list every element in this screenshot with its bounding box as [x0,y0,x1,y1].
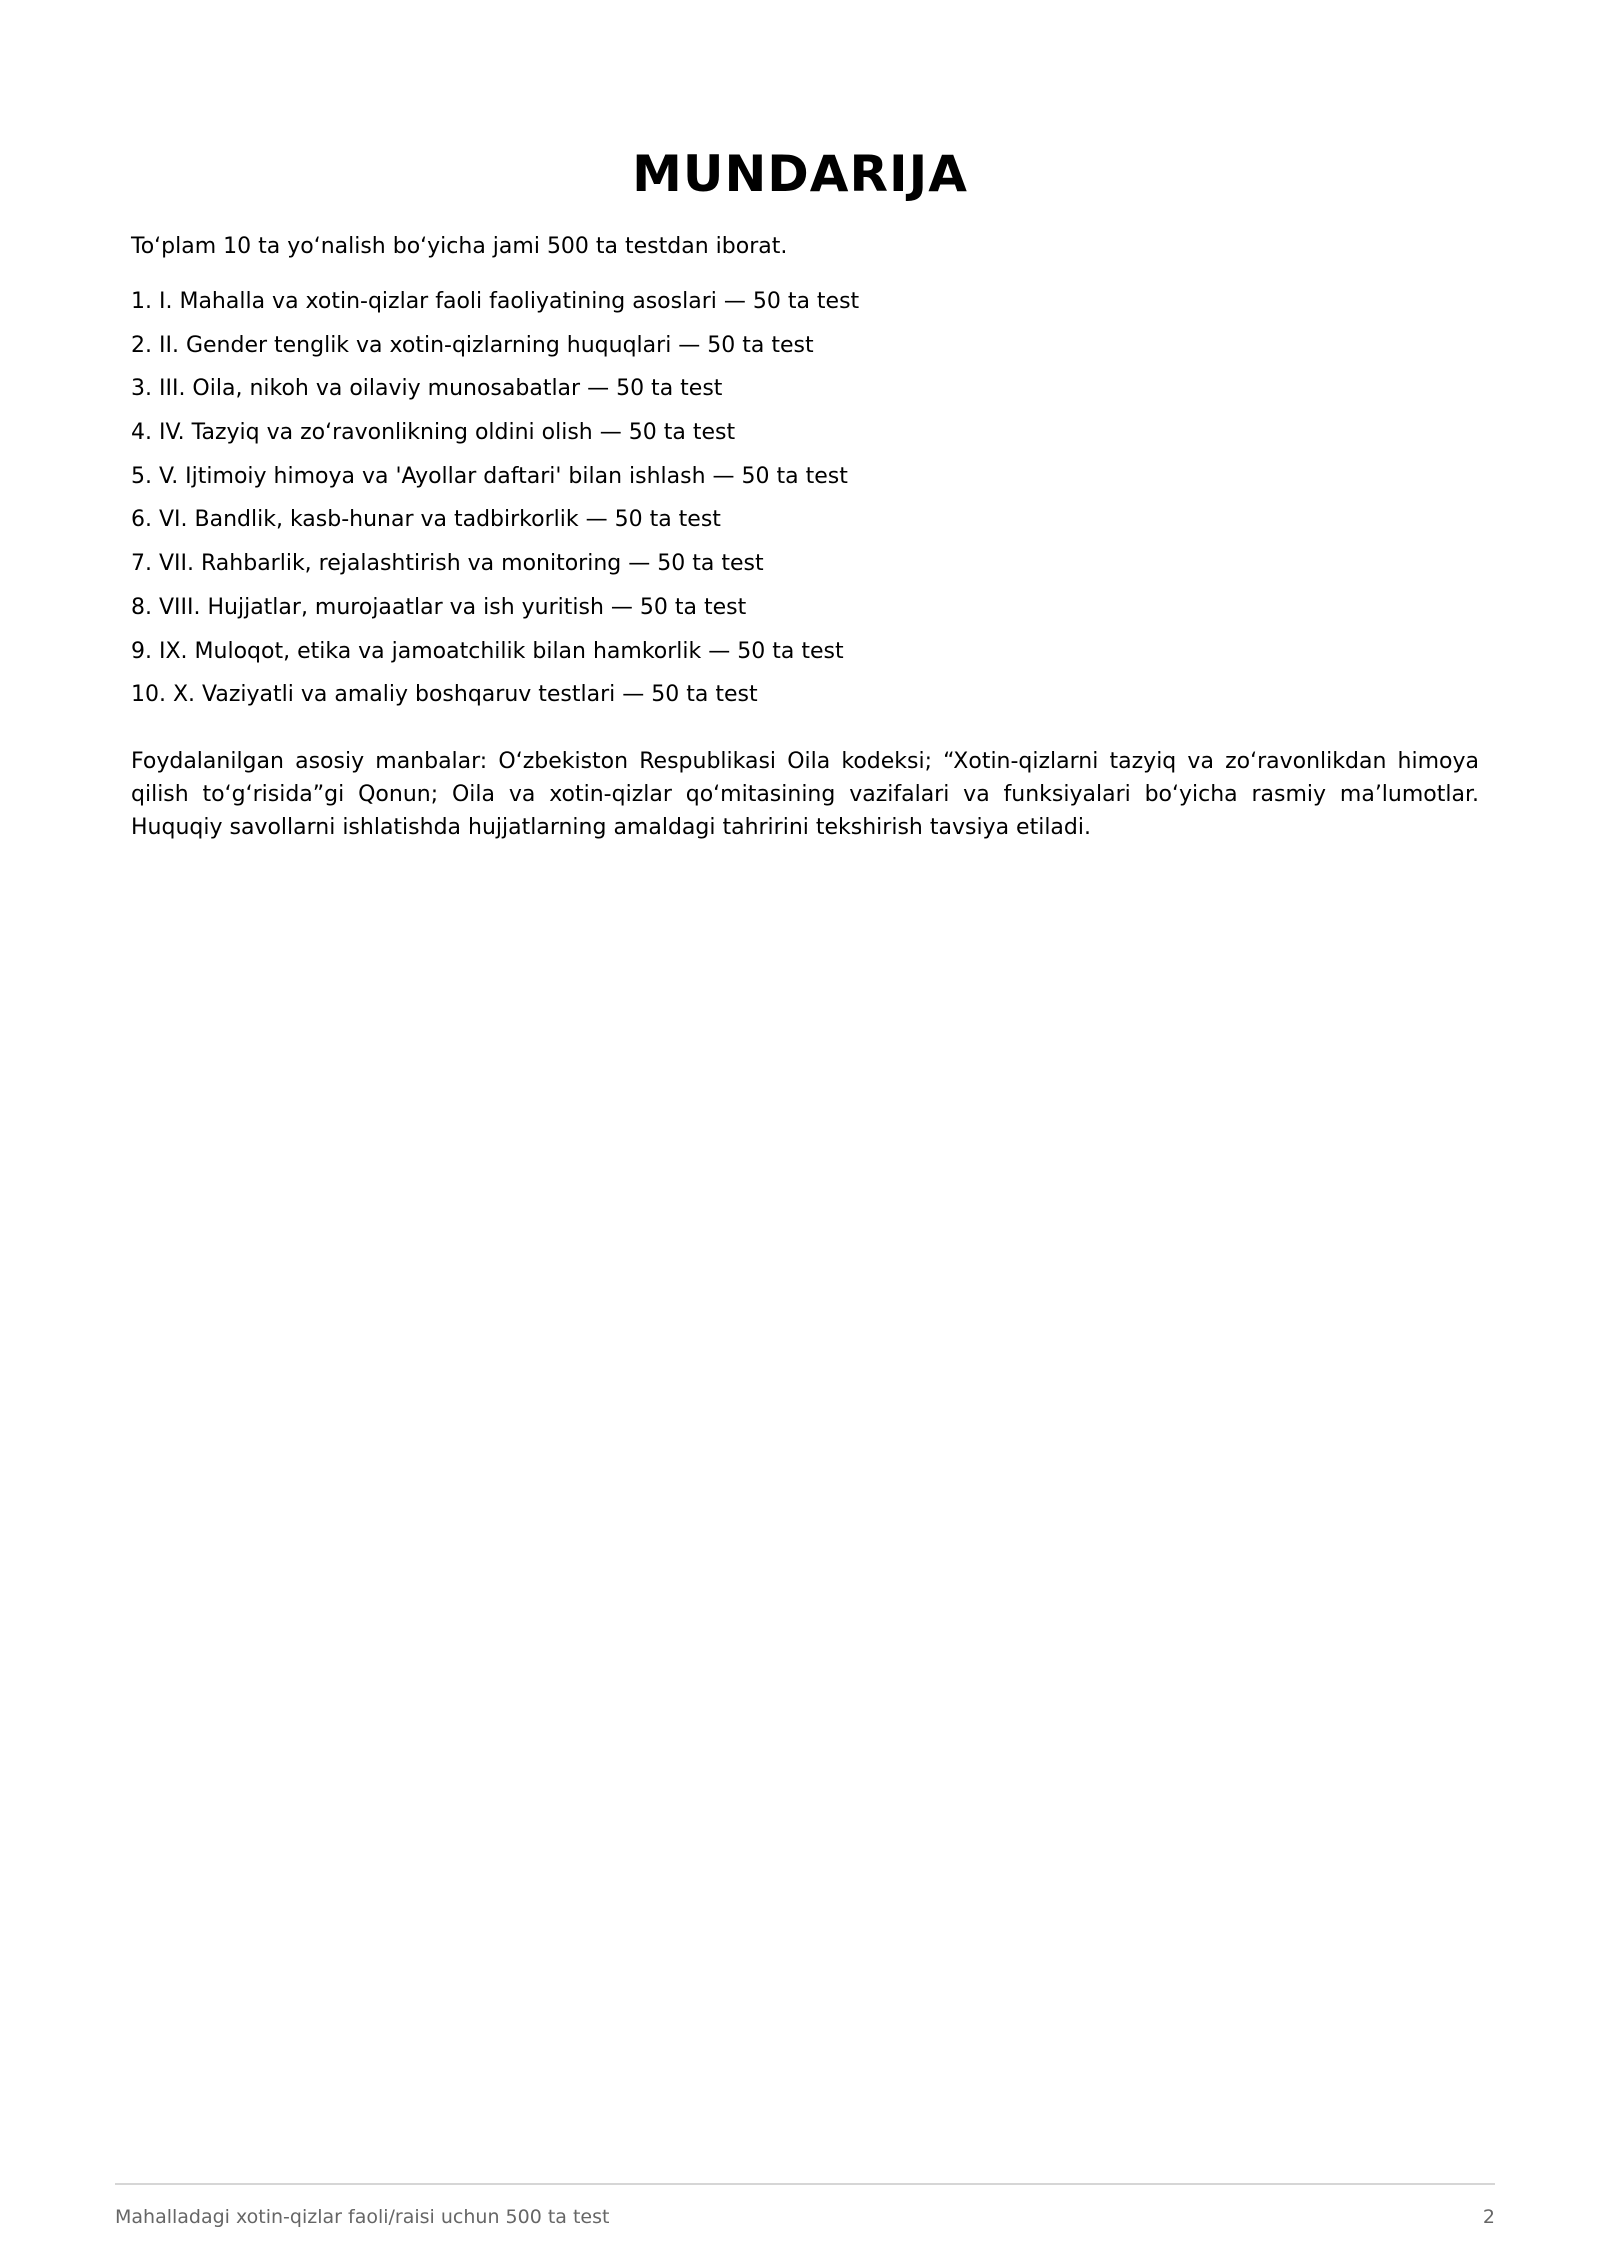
toc-item: 6. VI. Bandlik, kasb-hunar va tadbirkorlik — 50 ta test [131,507,721,533]
toc-item: 4. IV. Tazyiq va zo‘ravonlikning oldini olish — 50 ta test [131,420,736,446]
table-of-contents [131,286,859,723]
sources-paragraph: Foydalanilgan asosiy manbalar: O‘zbekiston Respublikasi Oila kodeksi; “Xotin-qizlarni tazyiq va zo‘ravonlikdan himoya qilish to‘g‘risida”gi Qonun; Oila va xotin-qizlar qo‘mitasining vazifalari va funksiyalari bo‘yicha rasmiy ma’lumotlar. Huquqiy savollarni ishlatishda hujjatlarning amaldagi tahririni tekshirish tavsiya etiladi. [131,749,1479,840]
page-number: 2 [1482,2206,1495,2228]
toc-item: 1. I. Mahalla va xotin-qizlar faoli faoliyatining asoslari — 50 ta test [131,289,860,314]
toc-item: 5. V. Ijtimoiy himoya va 'Ayollar daftari' bilan ishlash — 50 ta test [131,463,848,489]
page-title: MUNDARIJA [632,145,968,203]
toc-item: 9. IX. Muloqot, etika va jamoatchilik bilan hamkorlik — 50 ta test [131,638,844,664]
toc-item: 2. II. Gender tenglik va xotin-qizlarning huquqlari — 50 ta test [131,332,814,358]
toc-item: 10. X. Vaziyatli va amaliy boshqaruv testlari — 50 ta test [131,682,758,708]
toc-item: 3. III. Oila, nikoh va oilaviy munosabatlar — 50 ta test [131,376,723,402]
intro-text: To‘plam 10 ta yo‘nalish bo‘yicha jami 500 ta testdan iborat. [131,234,788,259]
toc-item: 7. VII. Rahbarlik, rejalashtirish va monitoring — 50 ta test [131,551,764,577]
toc-item: 8. VIII. Hujjatlar, murojaatlar va ish yuritish — 50 ta test [131,594,747,620]
footer-divider [115,2183,1495,2185]
footer-title: Mahalladagi xotin-qizlar faoli/raisi uchun 500 ta test [115,2206,610,2228]
